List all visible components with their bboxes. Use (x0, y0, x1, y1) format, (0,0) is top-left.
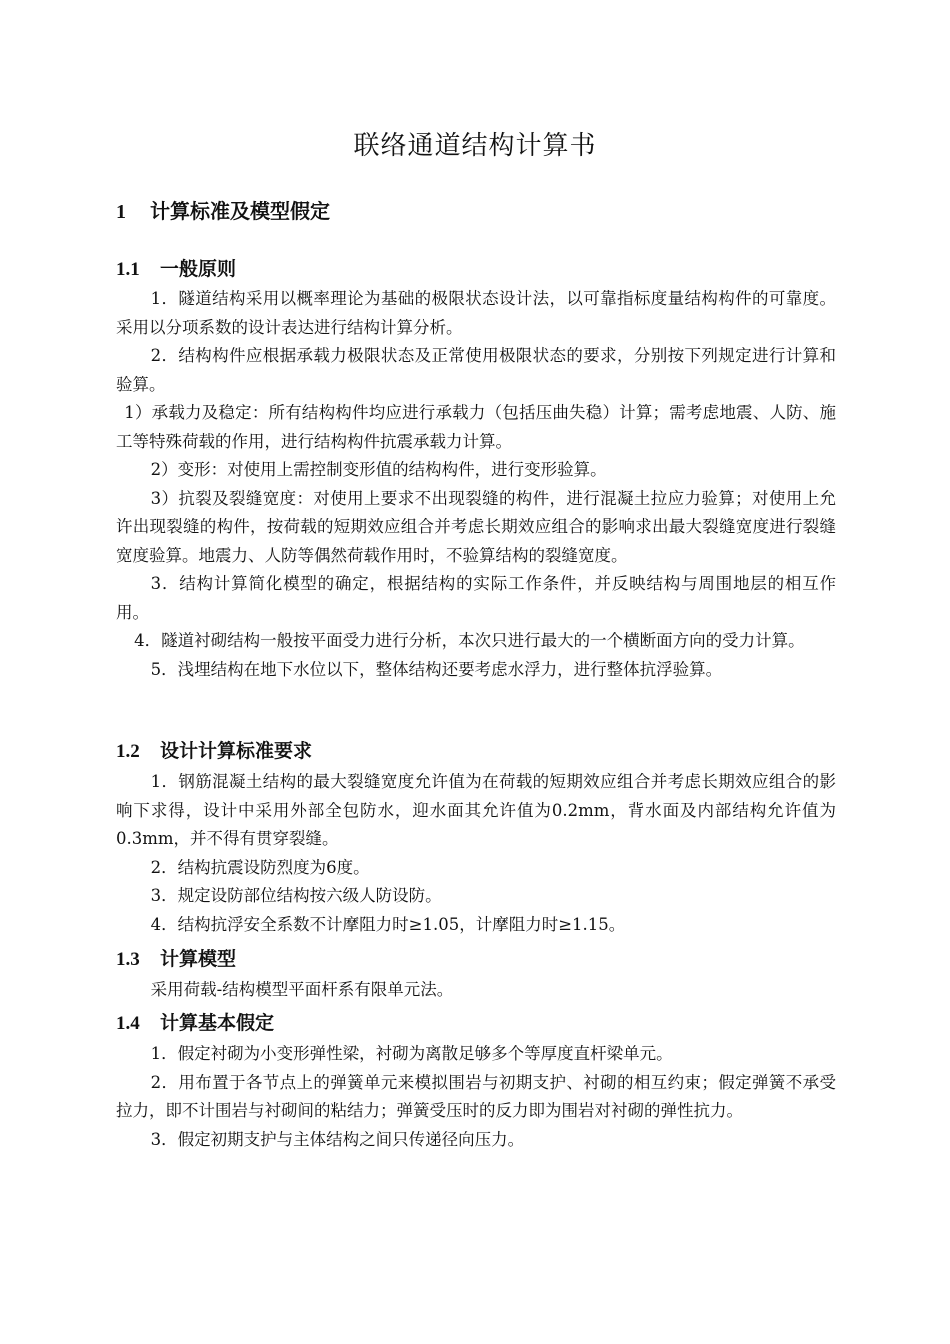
paragraph: 3）抗裂及裂缝宽度：对使用上要求不出现裂缝的构件，进行混凝土拉应力验算；对使用上允许出现裂缝的构件，按荷载的短期效应组合并考虑长期效应组合的影响求出最大裂缝宽度进行裂缝宽度验算。地震力、人防等偶然荷载作用时，不验算结构的裂缝宽度。 (116, 488, 836, 565)
paragraph: 4．隧道衬砌结构一般按平面受力进行分析，本次只进行最大的一个横断面方向的受力计算。 (134, 631, 805, 650)
section-1-heading (116, 196, 330, 227)
section-1-4-title: 计算基本假定 (160, 1012, 275, 1034)
section-1-title: 计算标准及模型假定 (150, 199, 330, 223)
section-1-4-number: 1.4 (116, 1013, 140, 1034)
section-1-3-body (116, 976, 836, 1005)
paragraph: 3．结构计算简化模型的确定，根据结构的实际工作条件，并反映结构与周围地层的相互作用。 (116, 574, 836, 622)
paragraph: 1）承载力及稳定：所有结构构件均应进行承载力（包括压曲失稳）计算；需考虑地震、人防、施工等特殊荷载的作用，进行结构构件抗震承载力计算。 (116, 403, 836, 451)
paragraph: 2．用布置于各节点上的弹簧单元来模拟围岩与初期支护、衬砌的相互约束；假定弹簧不承受拉力，即不计围岩与衬砌间的粘结力；弹簧受压时的反力即为围岩对衬砌的弹性抗力。 (116, 1072, 836, 1120)
section-1-2-body (116, 768, 836, 939)
paragraph: 3．假定初期支护与主体结构之间只传递径向压力。 (150, 1129, 525, 1149)
section-1-1-number: 1.1 (116, 259, 140, 280)
paragraph: 1．隧道结构采用以概率理论为基础的极限状态设计法，以可靠指标度量结构构件的可靠度。采用以分项系数的设计表达进行结构计算分析。 (116, 289, 836, 337)
section-1-4-body (116, 1040, 836, 1154)
paragraph: 2．结构构件应根据承载力极限状态及正常使用极限状态的要求，分别按下列规定进行计算和验算。 (116, 346, 836, 394)
section-1-1-body (116, 285, 836, 684)
section-1-2-title: 设计计算标准要求 (160, 740, 313, 762)
paragraph: 2）变形：对使用上需控制变形值的结构构件，进行变形验算。 (150, 460, 607, 479)
section-1-2-heading (116, 736, 312, 767)
section-1-1-heading (116, 254, 236, 285)
section-1-number: 1 (116, 201, 126, 223)
paragraph: 3．规定设防部位结构按六级人防设防。 (150, 886, 442, 905)
paragraph: 1．假定衬砌为小变形弹性梁，衬砌为离散足够多个等厚度直杆梁单元。 (150, 1044, 673, 1063)
paragraph: 4．结构抗浮安全系数不计摩阻力时≥1.05，计摩阻力时≥1.15。 (150, 914, 626, 934)
section-1-1-title: 一般原则 (160, 258, 237, 280)
section-1-3-title: 计算模型 (160, 948, 237, 970)
section-1-4-heading (116, 1008, 274, 1039)
document-title: 联络通道结构计算书 (353, 131, 597, 161)
paragraph: 采用荷载-结构模型平面杆系有限单元法。 (150, 980, 454, 999)
paragraph: 5．浅埋结构在地下水位以下，整体结构还要考虑水浮力，进行整体抗浮验算。 (150, 659, 723, 679)
section-1-3-number: 1.3 (116, 949, 140, 970)
paragraph: 1．钢筋混凝土结构的最大裂缝宽度允许值为在荷载的短期效应组合并考虑长期效应组合的影响下求得，设计中采用外部全包防水，迎水面其允许值为0.2mm，背水面及内部结构允许值为0.3mm，并不得有贯穿裂缝。 (116, 772, 836, 848)
section-1-3-heading (116, 944, 236, 975)
section-1-2-number: 1.2 (116, 741, 140, 762)
paragraph: 2．结构抗震设防烈度为6度。 (150, 857, 370, 877)
